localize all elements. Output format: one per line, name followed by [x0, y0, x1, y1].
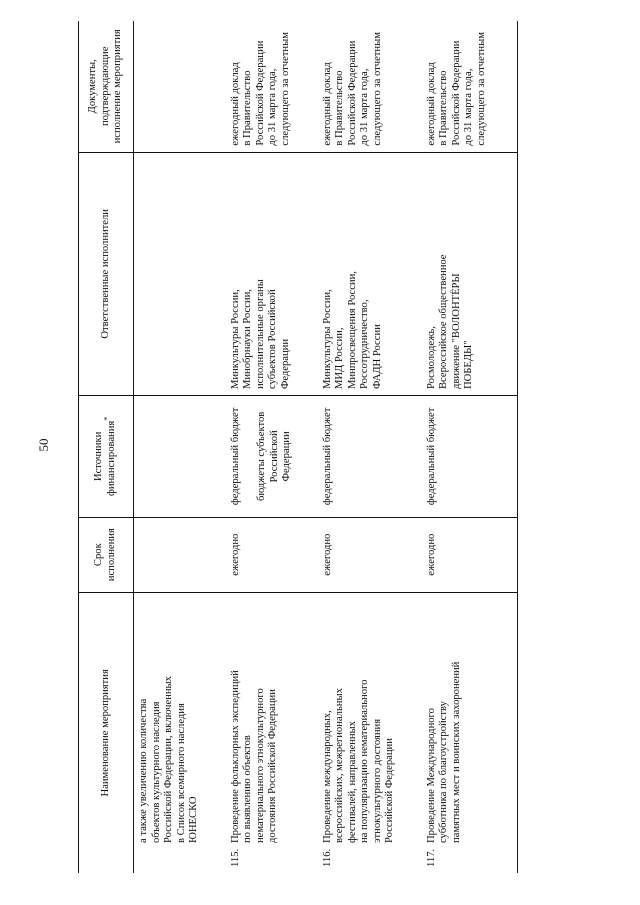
header-funding: Источники финансирования* — [79, 396, 134, 518]
measures-table — [78, 21, 518, 873]
cell-name: а также увеличению количества объектов культурного наследия Российской Федерации, включенных в Список всемирного наследия ЮНЕСКО — [138, 676, 200, 843]
cell-term: ежегодно — [318, 517, 422, 592]
cell-term: ежегодно — [422, 517, 518, 592]
cell-name: 116. Проведение международных, всероссийских, межрегиональных фестивалей, направленных на популяризацию нематериального этнокультурного достояния Российской Федерации — [321, 679, 396, 867]
header-executors: Ответственные исполнители — [79, 152, 134, 395]
cell-executors — [134, 152, 226, 395]
cell-name: 115. Проведение фольклорных экспедиций по выявлению объектов нематериального этнокультурного достояния Российской Федерации — [229, 670, 279, 867]
cell-term: ежегодно — [226, 517, 318, 592]
cell-funding: федеральный бюджет — [318, 396, 422, 518]
header-term: Срок исполнения — [79, 517, 134, 592]
header-documents: Документы, подтверждающие исполнение мероприятия — [79, 21, 134, 152]
cell-funding: федеральный бюджет — [422, 396, 518, 518]
cell-executors: Минкультуры России, МИД России, Минпросвещения России, Россотрудничество, ФАДН России — [318, 152, 422, 395]
cell-executors: Росмолодежь, Всероссийское общественное движение "ВОЛОНТЁРЫ ПОБЕДЫ" — [422, 152, 518, 395]
cell-term — [134, 517, 226, 592]
page-number: 50 — [36, 438, 51, 452]
table-row — [422, 21, 518, 873]
cell-documents: ежегодный доклад в Правительство Российской Федерации до 31 марта года, следующего за отчетным — [422, 21, 518, 152]
cell-executors: Минкультуры России, Минобрнауки России, исполнительные органы субъектов Российской Федерации — [226, 152, 318, 395]
cell-name: 117. Проведение Международного субботника по благоустройству памятных мест и воинских захоронений — [422, 592, 518, 873]
footnote-mark: * — [102, 416, 112, 421]
table-row — [134, 21, 226, 873]
cell-documents — [134, 21, 226, 152]
header-name: Наименование мероприятия — [79, 592, 134, 873]
table-header-row — [79, 21, 134, 873]
cell-funding: федеральный бюджет бюджеты субъектов Российской Федерации — [226, 396, 318, 518]
table-row — [226, 21, 318, 873]
cell-funding — [134, 396, 226, 518]
cell-documents: ежегодный доклад в Правительство Российской Федерации до 31 марта года, следующего за отчетным — [226, 21, 318, 152]
table-row — [318, 21, 422, 873]
cell-documents: ежегодный доклад в Правительство Российской Федерации до 31 марта года, следующего за отчетным — [318, 21, 422, 152]
